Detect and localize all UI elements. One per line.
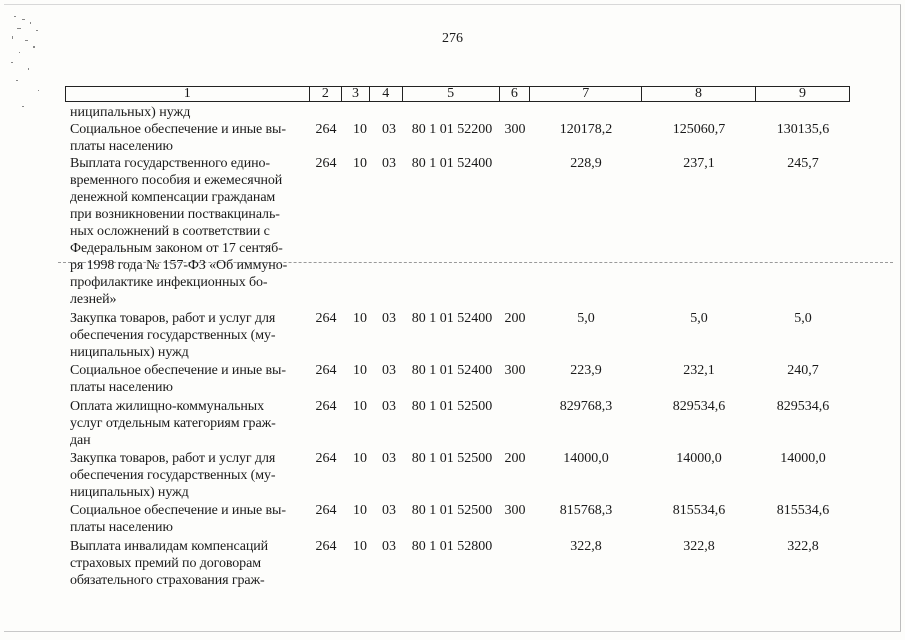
row-amount-col7: 223,9 [570, 363, 602, 378]
row-amount-col9: 245,7 [787, 156, 819, 171]
table-row [70, 121, 850, 155]
row-amount-col8: 829534,6 [672, 399, 726, 414]
row-ved: 264 [315, 451, 337, 466]
header-col-3: 3 [342, 87, 370, 101]
row-ved: 264 [315, 399, 337, 414]
table-row [70, 502, 850, 538]
row-target-code: 80 1 01 52500 [411, 451, 493, 466]
row-description: Закупка товаров, работ и услуг для обеспечения государственных (му- ниципальных) нужд [70, 451, 276, 500]
row-target-code: 80 1 01 52200 [411, 122, 493, 137]
row-amount-col8: 5,0 [690, 311, 708, 326]
row-expense-type: 200 [504, 311, 526, 326]
row-expense-type: 300 [504, 363, 526, 378]
row-amount-col7: 14000,0 [563, 451, 609, 466]
header-col-6: 6 [500, 87, 531, 101]
row-amount-col8: 815534,6 [672, 503, 726, 518]
row-subsection: 03 [382, 122, 396, 137]
row-ved: 264 [315, 363, 337, 378]
row-target-code: 80 1 01 52500 [411, 503, 493, 518]
row-section: 10 [353, 311, 367, 326]
row-section: 10 [353, 122, 367, 137]
row-amount-col9: 5,0 [794, 311, 812, 326]
row-section: 10 [353, 156, 367, 171]
row-amount-col9: 130135,6 [776, 122, 830, 137]
row-description: Выплата инвалидам компенсаций страховых премий по договорам обязательного страхования граж- [70, 539, 269, 588]
row-amount-col7: 120178,2 [559, 122, 613, 137]
row-section: 10 [353, 399, 367, 414]
row-ved: 264 [315, 156, 337, 171]
row-description: Выплата государственного едино- временного пособия и ежемесячной денежной компенсации гражданам при возникновении поствакциналь- ных осложнений в соответствии с Федеральным законом от 17 сентяб- ря 1998 года № 157-ФЗ «Об иммуно- профилактике инфекционных бо- лезней» [70, 156, 288, 307]
row-description: Оплата жилищно-коммунальных услуг отдельным категориям граж- дан [70, 399, 276, 448]
header-col-9: 9 [798, 86, 806, 101]
row-ved: 264 [315, 122, 337, 137]
row-ved: 264 [315, 311, 337, 326]
row-target-code: 80 1 01 52400 [411, 363, 493, 378]
row-amount-col9: 14000,0 [780, 451, 826, 466]
row-section: 10 [353, 539, 367, 554]
row-section: 10 [353, 503, 367, 518]
row-subsection: 03 [382, 451, 396, 466]
row-amount-col8: 14000,0 [676, 451, 722, 466]
row-amount-col8: 237,1 [683, 156, 715, 171]
header-col-4: 4 [370, 87, 403, 101]
row-subsection: 03 [382, 363, 396, 378]
row-target-code: 80 1 01 52800 [411, 539, 493, 554]
row-amount-col7: 228,9 [570, 156, 602, 171]
header-col-7: 7 [530, 87, 642, 101]
table-row [70, 362, 850, 398]
row-section: 10 [353, 451, 367, 466]
row-amount-col8: 232,1 [683, 363, 715, 378]
row-description: Закупка товаров, работ и услуг для обеспечения государственных (му- ниципальных) нужд [70, 311, 276, 360]
row-amount-col7: 322,8 [570, 539, 602, 554]
row-amount-col8: 322,8 [683, 539, 715, 554]
row-amount-col9: 815534,6 [776, 503, 830, 518]
row-amount-col7: 815768,3 [559, 503, 613, 518]
row-ved: 264 [315, 539, 337, 554]
continuation-text: ниципальных) нужд [70, 105, 191, 120]
row-amount-col9: 322,8 [787, 539, 819, 554]
row-subsection: 03 [382, 156, 396, 171]
row-expense-type: 300 [504, 503, 526, 518]
row-amount-col7: 5,0 [577, 311, 595, 326]
row-ved: 264 [315, 503, 337, 518]
row-description: Социальное обеспечение и иные вы- платы населению [70, 122, 286, 154]
page-number: 276 [442, 31, 463, 46]
table-row [70, 155, 850, 310]
row-subsection: 03 [382, 311, 396, 326]
header-col-2: 2 [310, 87, 343, 101]
header-col-8: 8 [642, 87, 756, 101]
row-amount-col8: 125060,7 [672, 122, 726, 137]
row-target-code: 80 1 01 52400 [411, 311, 493, 326]
scan-noise [8, 10, 48, 130]
row-amount-col7: 829768,3 [559, 399, 613, 414]
row-amount-col9: 829534,6 [776, 399, 830, 414]
row-subsection: 03 [382, 399, 396, 414]
row-section: 10 [353, 363, 367, 378]
table-row [70, 398, 850, 450]
row-description: Социальное обеспечение и иные вы- платы населению [70, 363, 286, 395]
table-body [70, 104, 850, 590]
row-description: Социальное обеспечение и иные вы- платы населению [70, 503, 286, 535]
table-row [70, 310, 850, 362]
row-target-code: 80 1 01 52400 [411, 156, 493, 171]
row-expense-type: 300 [504, 122, 526, 137]
table-row [70, 538, 850, 590]
header-col-5: 5 [403, 87, 500, 101]
row-target-code: 80 1 01 52500 [411, 399, 493, 414]
table-header-row [65, 86, 850, 102]
row-amount-col9: 240,7 [787, 363, 819, 378]
row-subsection: 03 [382, 503, 396, 518]
row-subsection: 03 [382, 539, 396, 554]
table-row [70, 450, 850, 502]
header-col-1: 1 [66, 87, 310, 101]
row-expense-type: 200 [504, 451, 526, 466]
